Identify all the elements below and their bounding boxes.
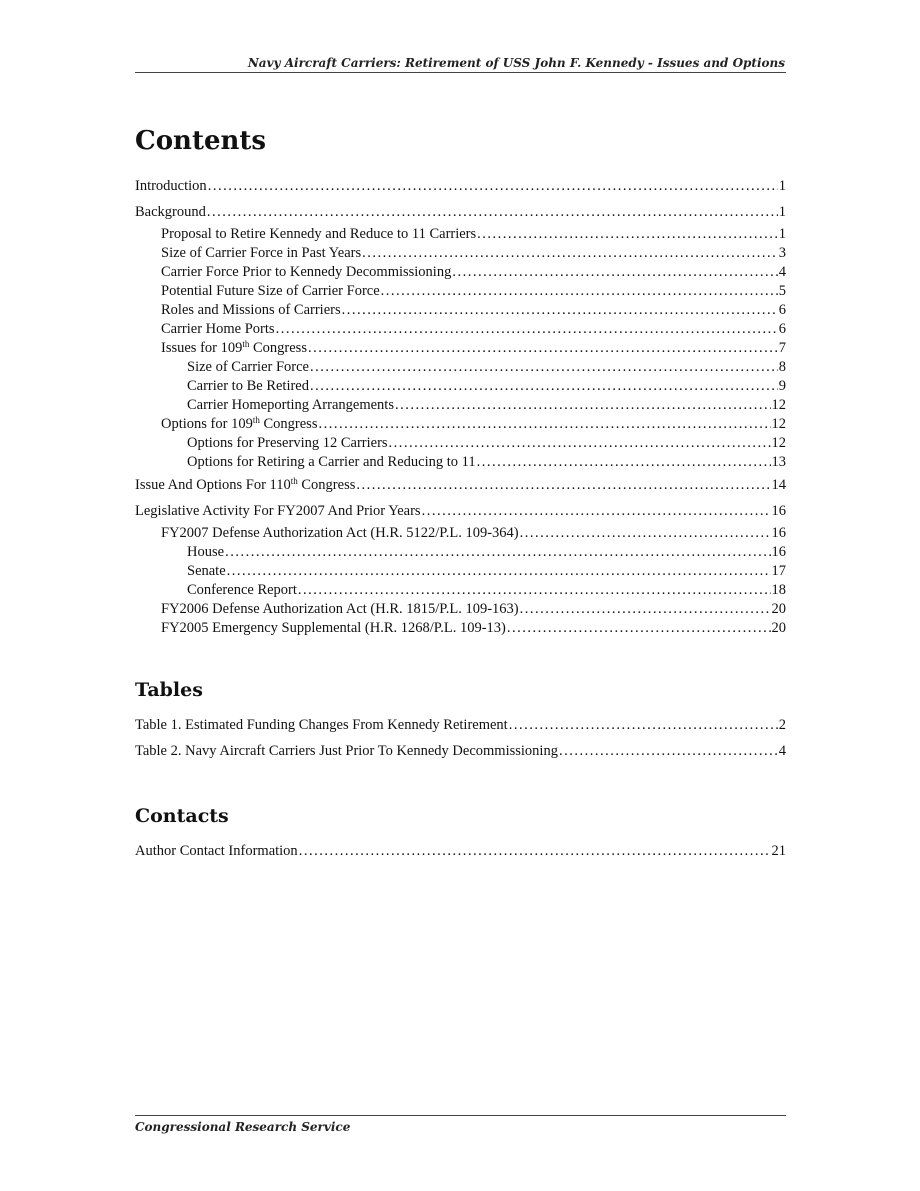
- toc-entry-size-carrier-force[interactable]: Size of Carrier Force ..... 8: [187, 359, 786, 376]
- page-number: 6: [778, 321, 786, 337]
- page-number: 3: [778, 245, 786, 261]
- toc-entry-senate[interactable]: Senate ..... 17: [187, 563, 786, 580]
- page-number: 16: [771, 525, 786, 541]
- toc-entry-introduction[interactable]: Introduction ..... 1: [135, 178, 786, 195]
- page-number: 13: [771, 454, 786, 470]
- page-number: 12: [771, 416, 786, 432]
- running-header: Navy Aircraft Carriers: Retirement of USS John F. Kennedy - Issues and Options: [247, 56, 785, 70]
- page-number: 20: [771, 601, 786, 617]
- toc-entry-homeporting[interactable]: Carrier Homeporting Arrangements ..... 12: [187, 397, 786, 414]
- page-number: 6: [778, 302, 786, 318]
- toc-entry-options-109th[interactable]: Options for 109th Congress ..... 12: [161, 416, 786, 433]
- page-number: 1: [778, 204, 786, 220]
- page-number: 12: [771, 397, 786, 413]
- toc-entry-legislative-activity[interactable]: Legislative Activity For FY2007 And Prior Years ..... 16: [135, 503, 786, 520]
- toc-entry-preserving-12[interactable]: Options for Preserving 12 Carriers ..... 12: [187, 435, 786, 452]
- toc-entry-fy2005-supplemental[interactable]: FY2005 Emergency Supplemental (H.R. 1268/P.L. 109-13) ..... 20: [161, 620, 786, 637]
- toc-entry-fy2006-authorization[interactable]: FY2006 Defense Authorization Act (H.R. 1815/P.L. 109-163) ..... 20: [161, 601, 786, 618]
- toc-entry-size-past-years[interactable]: Size of Carrier Force in Past Years ..... 3: [161, 245, 786, 262]
- tables-heading: Tables: [135, 679, 203, 701]
- toc-entry-issue-options-110th[interactable]: Issue And Options For 110th Congress ..... 14: [135, 477, 786, 494]
- page-number: 4: [778, 264, 786, 280]
- page-number: 14: [771, 477, 786, 493]
- page-number: 9: [778, 378, 786, 394]
- page-number: 17: [771, 563, 786, 579]
- toc-entry-future-size[interactable]: Potential Future Size of Carrier Force ..... 5: [161, 283, 786, 300]
- toc-entry-retiring-reducing-11[interactable]: Options for Retiring a Carrier and Reducing to 11 ..... 13: [187, 454, 786, 471]
- contacts-heading: Contacts: [135, 805, 229, 827]
- toc-entry-author-contact[interactable]: Author Contact Information ..... 21: [135, 843, 786, 860]
- toc-entry-fy2007-authorization[interactable]: FY2007 Defense Authorization Act (H.R. 5122/P.L. 109-364) ..... 16: [161, 525, 786, 542]
- header-rule: [135, 72, 786, 73]
- page-number: 5: [778, 283, 786, 299]
- footer-rule: [135, 1115, 786, 1116]
- toc-entry-roles-missions[interactable]: Roles and Missions of Carriers ..... 6: [161, 302, 786, 319]
- contents-heading: Contents: [135, 126, 267, 156]
- footer-text: Congressional Research Service: [135, 1120, 351, 1134]
- page-number: 18: [771, 582, 786, 598]
- toc-entry-carrier-to-be-retired[interactable]: Carrier to Be Retired ..... 9: [187, 378, 786, 395]
- page-number: 1: [778, 178, 786, 194]
- toc-entry-table-2[interactable]: Table 2. Navy Aircraft Carriers Just Prior To Kennedy Decommissioning ..... 4: [135, 743, 786, 760]
- toc-entry-conference-report[interactable]: Conference Report ..... 18: [187, 582, 786, 599]
- page-number: 12: [771, 435, 786, 451]
- page-number: 8: [778, 359, 786, 375]
- toc-entry-proposal-to-retire[interactable]: Proposal to Retire Kennedy and Reduce to 11 Carriers ..... 1: [161, 226, 786, 243]
- toc-entry-issues-109th[interactable]: Issues for 109th Congress ..... 7: [161, 340, 786, 357]
- page-number: 2: [778, 717, 786, 733]
- page-number: 16: [771, 503, 786, 519]
- toc-entry-home-ports[interactable]: Carrier Home Ports ..... 6: [161, 321, 786, 338]
- page-number: 7: [778, 340, 786, 356]
- toc-entry-table-1[interactable]: Table 1. Estimated Funding Changes From Kennedy Retirement ..... 2: [135, 717, 786, 734]
- toc-entry-background[interactable]: Background ..... 1: [135, 204, 786, 221]
- page-number: 20: [771, 620, 786, 636]
- toc-entry-force-prior[interactable]: Carrier Force Prior to Kennedy Decommissioning ..... 4: [161, 264, 786, 281]
- page-number: 16: [771, 544, 786, 560]
- page-number: 1: [778, 226, 786, 242]
- toc-entry-house[interactable]: House ..... 16: [187, 544, 786, 561]
- page-number: 21: [771, 843, 786, 859]
- page-number: 4: [778, 743, 786, 759]
